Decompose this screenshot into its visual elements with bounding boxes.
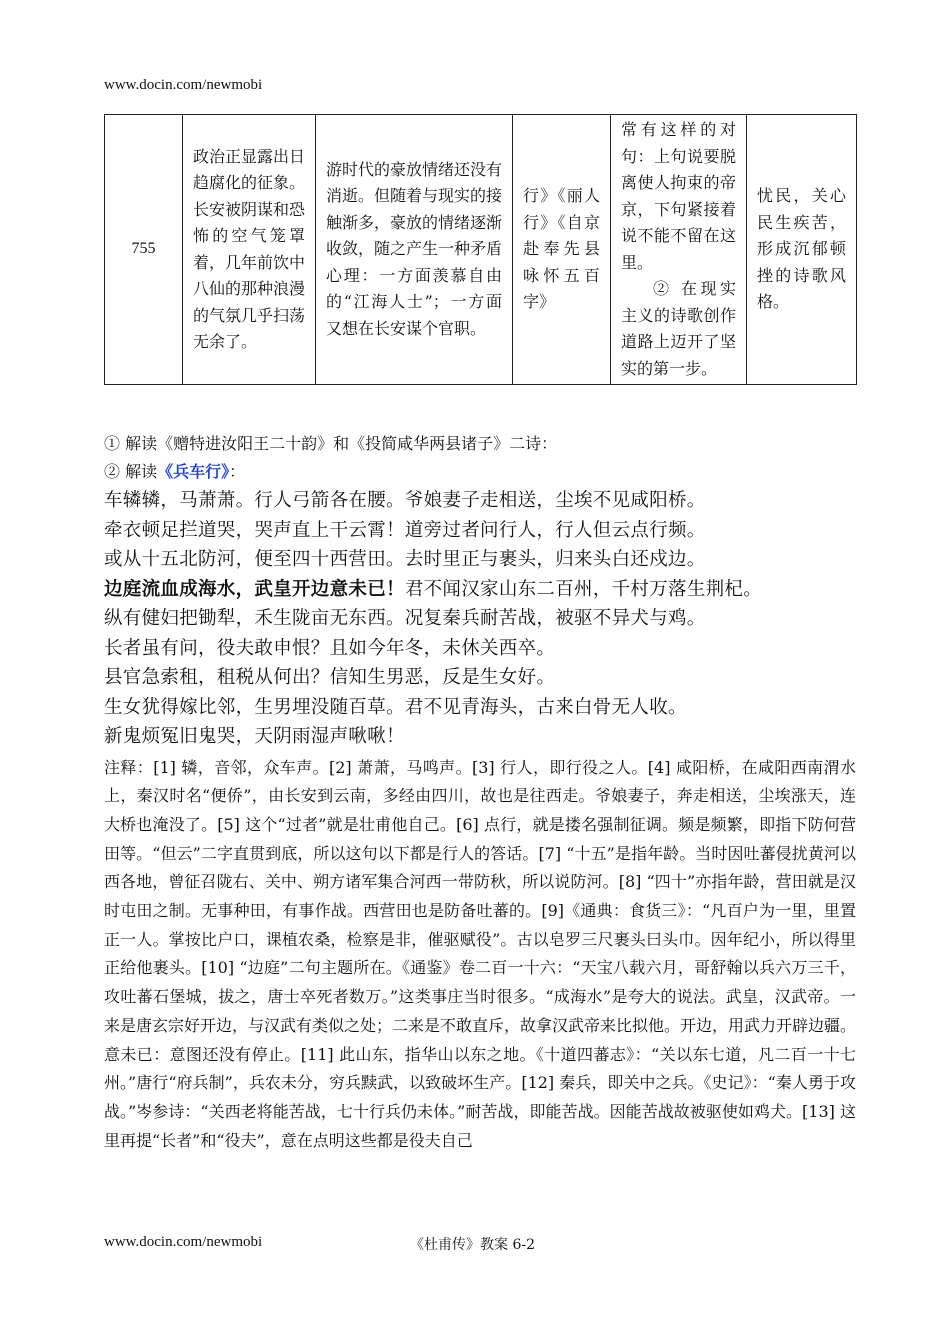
annotation-notes: 注释：[1] 辚，音邻，众车声。[2] 萧萧，马鸣声。[3] 行人，即行役之人。[4] 咸阳桥，在咸阳西南渭水上，秦汉时名“便侨”，由长安到云南，多经由四川，故也是往西走。爷娘妻子，奔走相送，尘埃涨天，连大桥也淹没了。[5] 这个“过者”就是壮甫他自己。[6] 点行，就是搂名强制征调。频是频繁，即指下防何营田等。“但云”二字直贯到底，所以这句以下都是行人的答话。[7] “十五”是指年龄。当时因吐蕃侵扰黄河以西各地，曾征召陇右、关中、朔方诸军集合河西一带防秋，所以说防河。[8] “四十”亦指年龄，营田就是汉时屯田之制。无事种田，有事作战。西营田也是防备吐蕃的。[9]《通典：食货三》：“凡百户为一里，里置正一人。掌按比户口，课植农桑，检察是非，催驱赋役”。古以皂罗三尺裹头曰头巾。因年纪小，所以得里正给他裹头。[10] “边庭”二句主题所在。《通鉴》卷二百一十六：“天宝八载六月，哥舒翰以兵六万三千，攻吐蕃石堡城，拔之，唐士卒死者数万。”这类事庄当时很多。“成海水”是夸大的说法。武皇，汉武帝。一来是唐玄宗好开边，与汉武有类似之处；二来是不敢直斥，故拿汉武帝来比拟他。开边，用武力开辟边疆。意未已：意图还没有停止。[11] 此山东，指华山以东之地。《十道四蕃志》：“关以东七道，凡二百一十七州。”唐行“府兵制”，兵农未分，穷兵黩武，以致破坏生产。[12] 秦兵，即关中之兵。《史记》：“秦人勇于攻战。”岑参诗：“关西老将能苦战，七十行兵仍未体。”耐苦战，即能苦战。因能苦战故被驱使如鸡犬。[13] 这里再提“长者”和“役夫”，意在点明这些都是役夫自己 bbox=[104, 757, 857, 1150]
lesson-content bbox=[104, 430, 856, 1155]
poem-text bbox=[104, 486, 856, 752]
table-row bbox=[105, 115, 857, 385]
poem-line: 生女犹得嫁比邻，生男埋没随百草。君不见青海头，古来白骨无人收。 bbox=[104, 696, 687, 718]
reading-two bbox=[104, 458, 856, 486]
poem-line: 新鬼烦冤旧鬼哭，天阴雨湿声啾啾！ bbox=[104, 726, 405, 747]
footer-url[interactable]: www.docin.com/newmobi bbox=[104, 1234, 263, 1250]
poem-line-rest: 君不闻汉家山东二百州，千村万落生荆杞。 bbox=[404, 578, 763, 600]
features-text-b: ② 在现实主义的诗歌创作道路上迈开了坚实的第一步。 bbox=[621, 279, 736, 378]
chronology-table bbox=[104, 114, 857, 385]
politics-cell: 政治正显露出日趋腐化的征象。长安被阴谋和恐怖的空气笼罩着，几年前饮中八仙的那种浪漫的气氛几乎扫荡无余了。 bbox=[183, 115, 316, 385]
reading-two-suffix: ： bbox=[229, 462, 246, 481]
style-cell: 忧民，关心民生疾苦，形成沉郁顿挫的诗歌风格。 bbox=[747, 115, 857, 385]
footer-doc-title: 《杜甫传》教案 6-2 bbox=[410, 1237, 535, 1253]
poem-line: 长者虽有问，役夫敢申恨？且如今年冬，未休关西卒。 bbox=[104, 637, 556, 659]
reading-two-prefix: ② 解读 bbox=[104, 462, 158, 481]
year-cell: 755 bbox=[105, 115, 183, 385]
poem-line bbox=[104, 575, 856, 605]
poem-line: 县官急索租，租税从何出？信知生男恶，反是生女好。 bbox=[104, 667, 556, 688]
poem-line: 纵有健妇把锄犁，禾生陇亩无东西。况复秦兵耐苦战，被驱不异犬与鸡。 bbox=[104, 608, 706, 629]
poem-theme-bold: 边庭流血成海水，武皇开边意未已！ bbox=[104, 578, 405, 600]
poem-title-link[interactable]: 《兵车行》 bbox=[157, 462, 230, 481]
poem-line: 车辚辚，马萧萧。行人弓箭各在腰。爷娘妻子走相送，尘埃不见咸阳桥。 bbox=[104, 490, 706, 511]
features-cell bbox=[611, 115, 747, 385]
header-url[interactable]: www.docin.com/newmobi bbox=[104, 77, 263, 93]
mood-cell: 游时代的豪放情绪还没有消逝。但随着与现实的接触渐多，豪放的情绪逐渐收敛，随之产生一种矛盾心理：一方面羡慕自由的“江海人士”；一方面 又想在长安谋个官职。 bbox=[316, 115, 513, 385]
works-cell: 行》《丽人行》《自京赴奉先县咏怀五百字》 bbox=[513, 115, 611, 385]
poem-line: 牵衣顿足拦道哭，哭声直上干云霄！道旁过者问行人，行人但云点行频。 bbox=[104, 519, 706, 541]
features-text-a: 常有这样的对句：上句说要脱离使人拘束的帝京，下句紧接着说不能不留在这里。 bbox=[621, 120, 736, 272]
poem-line: 或从十五北防河，便至四十西营田。去时里正与裹头，归来头白还戍边。 bbox=[104, 549, 706, 570]
reading-one: ① 解读《赠特进汝阳王二十韵》和《投简咸华两县诸子》二诗： bbox=[104, 434, 558, 453]
